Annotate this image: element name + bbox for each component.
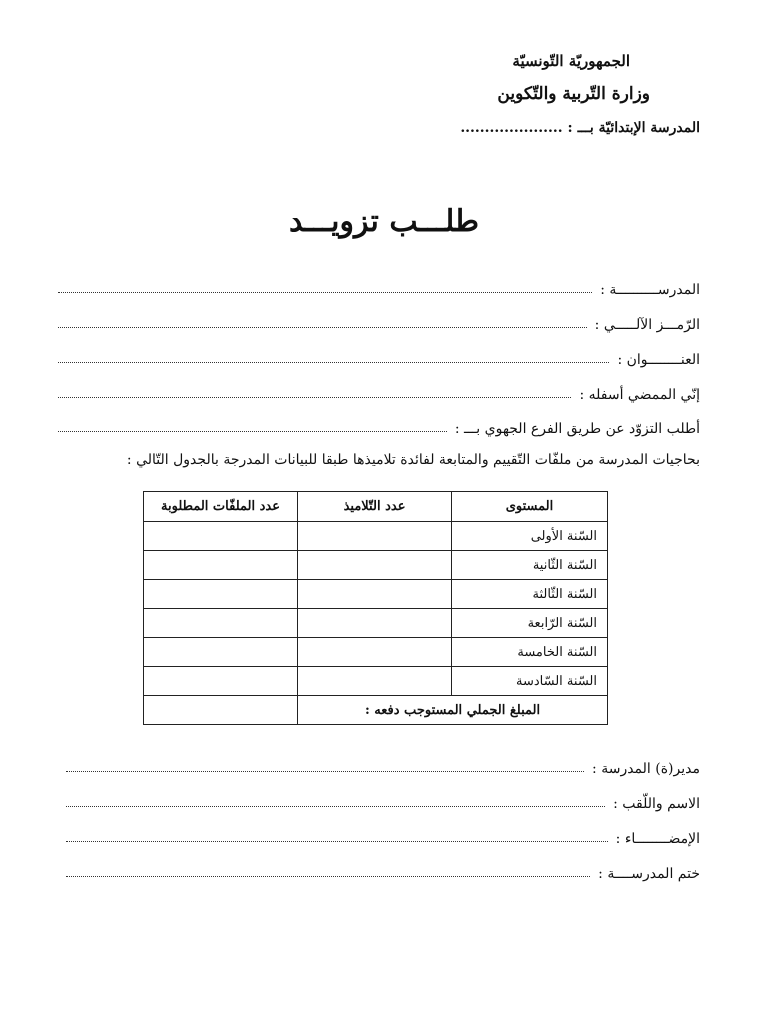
fill-line xyxy=(58,430,447,432)
fill-line xyxy=(66,840,608,842)
fill-line xyxy=(66,875,590,877)
field-label: المدرســــــــــة : xyxy=(600,282,700,298)
files-cell xyxy=(144,551,298,580)
level-cell: السّنة الرّابعة xyxy=(451,609,607,638)
header-students: عدد التّلاميذ xyxy=(298,492,452,522)
sig-name xyxy=(66,788,700,812)
field-label: الاسم واللّقب : xyxy=(613,796,700,812)
table-row xyxy=(144,638,608,667)
total-amount-cell xyxy=(144,696,298,725)
students-cell xyxy=(298,522,452,551)
school-line: المدرسة الإبتدائيّة بـــ : ..................... xyxy=(460,120,700,136)
sig-director xyxy=(66,753,700,777)
request-text: أطلب التزوّد عن طريق الفرع الجهوي بـــ : xyxy=(454,421,700,437)
table-row xyxy=(144,522,608,551)
level-cell: السّنة الأولى xyxy=(451,522,607,551)
sig-stamp xyxy=(66,858,700,882)
fill-line xyxy=(58,361,609,363)
students-cell xyxy=(298,609,452,638)
field-label: إنّي الممضي أسفله : xyxy=(579,387,700,403)
total-row xyxy=(144,696,608,725)
ministry-header: وزارة التّربية والتّكوين xyxy=(497,84,650,104)
level-cell: السّنة الخامسة xyxy=(451,638,607,667)
table-row xyxy=(144,667,608,696)
field-school xyxy=(58,274,700,298)
files-cell xyxy=(144,580,298,609)
table-header-row xyxy=(144,492,608,522)
field-label: العنــــــــوان : xyxy=(617,352,700,368)
fill-line xyxy=(58,396,571,398)
files-cell xyxy=(144,522,298,551)
level-cell: السّنة الثّالثة xyxy=(451,580,607,609)
table-row xyxy=(144,609,608,638)
level-cell: السّنة الثّانية xyxy=(451,551,607,580)
sig-signature xyxy=(66,823,700,847)
fill-line xyxy=(66,805,605,807)
fill-line xyxy=(58,326,587,328)
table-row xyxy=(144,580,608,609)
students-cell xyxy=(298,580,452,609)
field-signatory xyxy=(58,379,700,403)
request-paragraph: بحاجيات المدرسة من ملفّات التّقييم والمتابعة لفائدة تلاميذها طبقا للبيانات المدرجة بالجدول التّالي : xyxy=(126,452,700,468)
field-label: الإمضــــــــاء : xyxy=(615,831,700,847)
republic-header: الجمهوريّة التّونسيّة xyxy=(512,52,630,70)
field-code xyxy=(58,309,700,333)
fill-line xyxy=(58,291,592,293)
files-cell xyxy=(144,667,298,696)
level-cell: السّنة السّادسة xyxy=(451,667,607,696)
files-cell xyxy=(144,638,298,667)
field-address xyxy=(58,344,700,368)
total-label: المبلغ الجملي المستوجب دفعه : xyxy=(298,696,608,725)
students-cell xyxy=(298,667,452,696)
header-level: المستوى xyxy=(451,492,607,522)
files-table xyxy=(143,491,608,725)
students-cell xyxy=(298,551,452,580)
fill-line xyxy=(66,770,584,772)
page-title: طلـــب تزويـــد xyxy=(289,204,479,239)
field-label: ختم المدرســــة : xyxy=(598,866,700,882)
files-cell xyxy=(144,609,298,638)
request-line xyxy=(58,413,700,437)
header-files: عدد الملفّات المطلوبة xyxy=(144,492,298,522)
table-row xyxy=(144,551,608,580)
field-label: الرّمـــز الآلـــــي : xyxy=(594,317,700,333)
students-cell xyxy=(298,638,452,667)
field-label: مدير(ة) المدرسة : xyxy=(592,761,700,777)
